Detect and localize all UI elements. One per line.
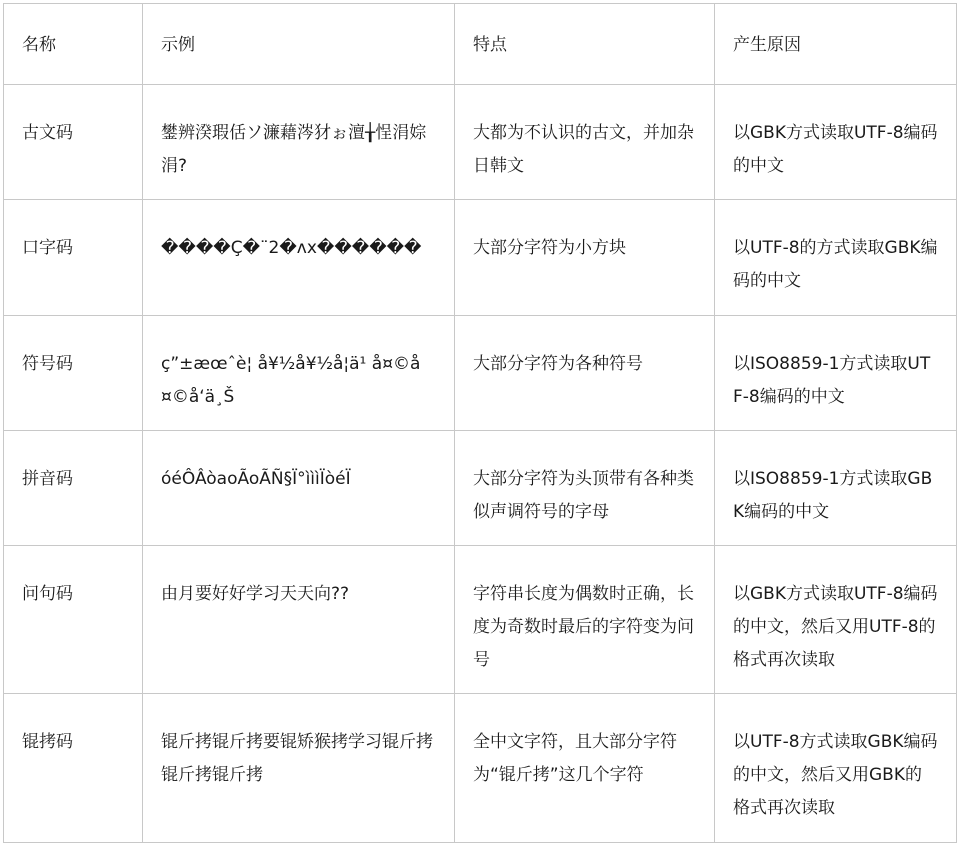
cell-feature: 大部分字符为头顶带有各种类似声调符号的字母 (455, 431, 715, 546)
cell-example: 锟斤拷锟斤拷要锟矫猴拷学习锟斤拷锟斤拷锟斤拷 (143, 694, 455, 843)
cell-cause: 以ISO8859-1方式读取GBK编码的中文 (715, 431, 957, 546)
encoding-table-container (3, 3, 956, 842)
cell-cause: 以GBK方式读取UTF-8编码的中文 (715, 85, 957, 200)
table-row (4, 85, 957, 200)
table-row (4, 431, 957, 546)
cell-cause: 以GBK方式读取UTF-8编码的中文，然后又用UTF-8的格式再次读取 (715, 546, 957, 694)
cell-example: ç”±æœˆè¦ å¥½å¥½å¦ä¹ å¤©å¤©å‘ä¸Š (143, 316, 455, 431)
cell-feature: 全中文字符，且大部分字符为“锟斤拷”这几个字符 (455, 694, 715, 843)
header-cause: 产生原因 (715, 4, 957, 85)
table-row (4, 694, 957, 843)
cell-name: 古文码 (4, 85, 143, 200)
cell-name: 口字码 (4, 200, 143, 316)
cell-feature: 大都为不认识的古文，并加杂日韩文 (455, 85, 715, 200)
cell-example: 鐢辨湀瑕佸ソ濂藉涔犲ぉ澶╁悜涓婃涓? (143, 85, 455, 200)
cell-name: 锟拷码 (4, 694, 143, 843)
cell-feature: 大部分字符为小方块 (455, 200, 715, 316)
table-row (4, 316, 957, 431)
cell-name: 符号码 (4, 316, 143, 431)
cell-name: 拼音码 (4, 431, 143, 546)
cell-feature: 大部分字符为各种符号 (455, 316, 715, 431)
header-example: 示例 (143, 4, 455, 85)
table-header-row (4, 4, 957, 85)
cell-cause: 以UTF-8方式读取GBK编码的中文，然后又用GBK的格式再次读取 (715, 694, 957, 843)
table-row (4, 546, 957, 694)
cell-example: 由月要好好学习天天向?? (143, 546, 455, 694)
garbled-text-table (3, 3, 957, 843)
cell-cause: 以ISO8859-1方式读取UTF-8编码的中文 (715, 316, 957, 431)
cell-feature: 字符串长度为偶数时正确，长度为奇数时最后的字符变为问号 (455, 546, 715, 694)
cell-example: ����Ç�¨2�ʌx������ (143, 200, 455, 316)
table-row (4, 200, 957, 316)
cell-example: óéÔÂòaoÃoÃÑ§Ï°ìììÏòéÏ (143, 431, 455, 546)
header-feature: 特点 (455, 4, 715, 85)
header-name: 名称 (4, 4, 143, 85)
cell-name: 问句码 (4, 546, 143, 694)
cell-cause: 以UTF-8的方式读取GBK编码的中文 (715, 200, 957, 316)
